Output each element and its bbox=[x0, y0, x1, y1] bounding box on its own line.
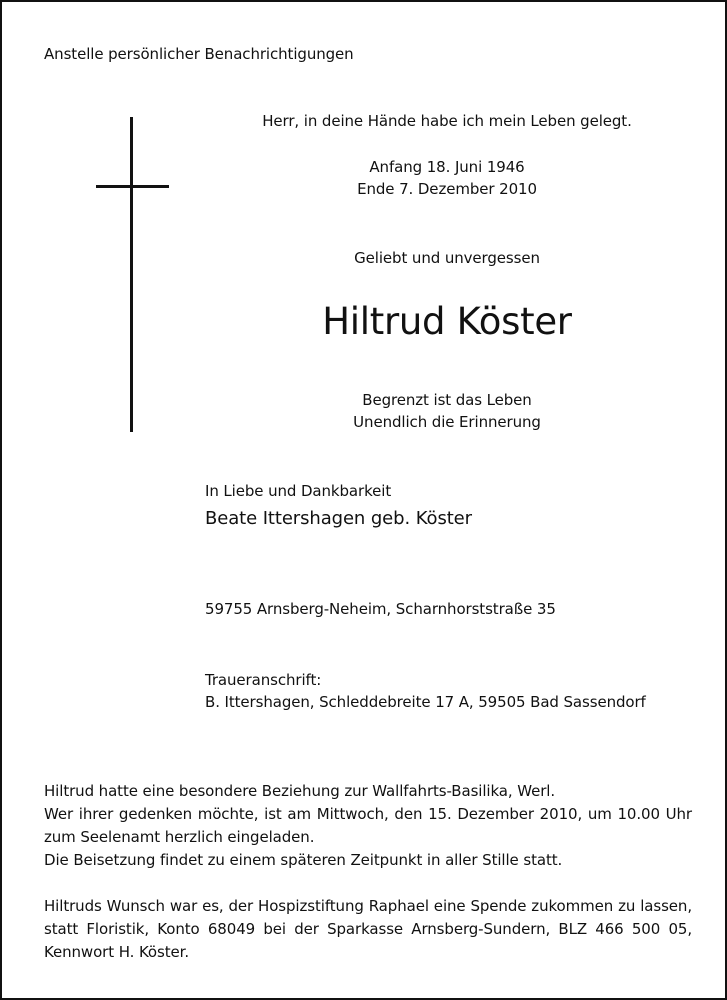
info-line-3: zum Seelenamt herzlich eingeladen. bbox=[44, 828, 315, 846]
date-end: Ende 7. Dezember 2010 bbox=[357, 180, 537, 198]
condolence-address: B. Ittershagen, Schleddebreite 17 A, 59505 Bad Sassendorf bbox=[205, 693, 646, 711]
quote-line-1: Begrenzt ist das Leben bbox=[362, 391, 532, 409]
date-start: Anfang 18. Juni 1946 bbox=[369, 158, 525, 176]
quote-line-2: Unendlich die Erinnerung bbox=[353, 413, 541, 431]
bible-verse: Herr, in deine Hände habe ich mein Leben gelegt. bbox=[262, 112, 632, 130]
info-line-2: Wer ihrer gedenken möchte, ist am Mittwoch, den 15. Dezember 2010, um 10.00 Uhr bbox=[44, 805, 692, 823]
header-note: Anstelle persönlicher Benachrichtigungen bbox=[44, 45, 354, 63]
mourner-name: Beate Ittershagen geb. Köster bbox=[205, 508, 472, 529]
mourner-address: 59755 Arnsberg-Neheim, Scharnhorststraße 35 bbox=[205, 600, 556, 618]
donation-line-1: Hiltruds Wunsch war es, der Hospizstiftung Raphael eine Spende zukommen zu lassen, bbox=[44, 897, 692, 915]
info-line-1: Hiltrud hatte eine besondere Beziehung zur Wallfahrts-Basilika, Werl. bbox=[44, 782, 556, 800]
info-line-4: Die Beisetzung findet zu einem späteren Zeitpunkt in aller Stille statt. bbox=[44, 851, 563, 869]
condolence-address-label: Traueranschrift: bbox=[205, 671, 322, 689]
mourners-intro: In Liebe und Dankbarkeit bbox=[205, 482, 392, 500]
cross-icon-bar bbox=[96, 185, 169, 188]
donation-line-2: statt Floristik, Konto 68049 bei der Sparkasse Arnsberg-Sundern, BLZ 466 500 05, bbox=[44, 920, 692, 938]
tagline: Geliebt und unvergessen bbox=[354, 249, 540, 267]
deceased-name: Hiltrud Köster bbox=[322, 300, 572, 343]
donation-line-3: Kennwort H. Köster. bbox=[44, 943, 189, 961]
cross-icon bbox=[130, 117, 133, 432]
